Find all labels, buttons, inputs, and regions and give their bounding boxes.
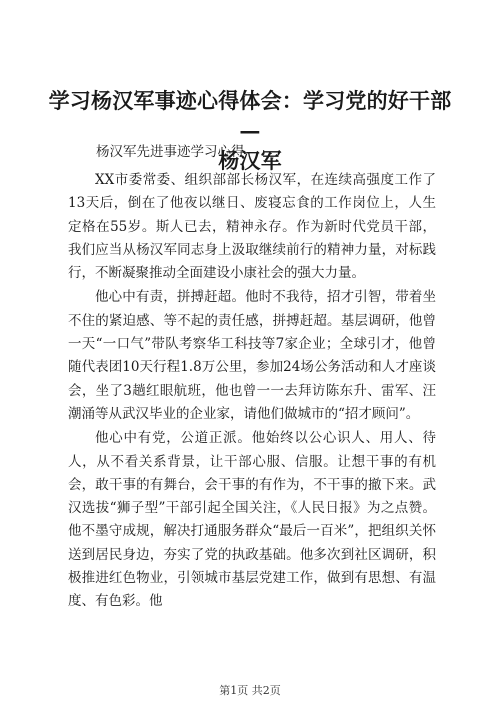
paragraph-2: 他心中有责，拼搏赶超。他时不我待，招才引智，带着坐不住的紧迫感、等不起的责任感，拼搏赶超。基层调研，他曾一天“一口气”带队考察华工科技等7家企业；全球引才，他曾随代表团10天行程1.8万公里，参加24场公务活动和人才座谈会，坐了3趟红眼航班，他也曾一一去拜访陈东升、雷军、汪潮涌等从武汉毕业的企业家，请他们做城市的“招才顾问”。 [68, 289, 436, 422]
paragraph-1: XX市委常委、组织部部长杨汉军，在连续高强度工作了13天后，倒在了他夜以继日、废寝忘食的工作岗位上，人生定格在55岁。斯人已去，精神永存。作为新时代党员干部，我们应当从杨汉军同志身上汲取继续前行的精神力量，对标践行，不断凝聚推动全面建设小康社会的强大力量。 [68, 172, 436, 282]
document-subtitle: 杨汉军先进事迹学习心得 [96, 144, 245, 160]
document-body [68, 169, 436, 615]
page-footer: 第1页 共2页 [219, 684, 281, 697]
title-line-1: 学习杨汉军事迹心得体会：学习党的好干部— [48, 88, 452, 143]
paragraph-3: 他心中有党，公道正派。他始终以公心识人、用人、待人，从不看关系背景，让干部心服、信服。让想干事的有机会，敢干事的有舞台，会干事的有作为，不干事的撤下来。武汉选拔“狮子型”干部引起全国关注，《人民日报》为之点赞。他不墨守成规，解决打通服务群众“最后一百米”，把组织关怀送到居民身边，夯实了党的执政基础。他多次到社区调研，积极推进红色物业，引领城市基层党建工作，做到有思想、有温度、有色彩。他 [68, 430, 436, 610]
title-line-2: 杨汉军 [218, 148, 282, 173]
